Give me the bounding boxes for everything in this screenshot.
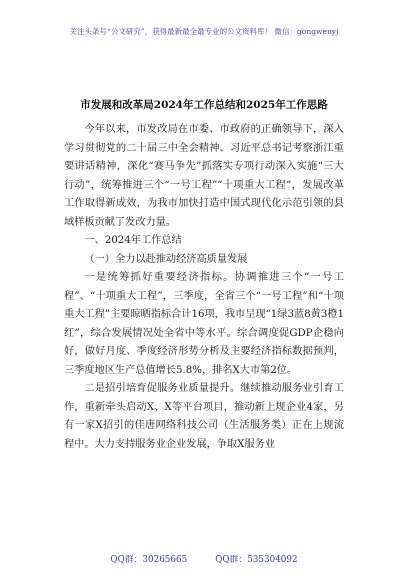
document-title: 市发展和改革局2024年工作总结和2025年工作思路	[80, 99, 328, 111]
paragraph-economic-indicators: 一是统筹抓好重要经济指标。协调推进三个“一号工程”、“十项重大工程”，三季度，全省三个“一号工程”和“十项重大工程”主要晾晒指标合计16项，我市呈现“1绿3蓝8黄3橙1红”，综合发展情况处全省中等水平。综合调度促GDP企稳向好，做好月度、季度经济形势分析及主要经济指标数据预判，三季度地区生产总值增长5.8%，排名X大市第2位。	[64, 272, 344, 376]
document-body	[64, 121, 344, 454]
footer-contact-bar	[0, 549, 408, 567]
qq-group-1: QQ群：30265665	[110, 554, 188, 565]
paragraph-service-industry: 二是招引培育促服务业质量提升。继续推动服务业引育工作，重新牵头启动X、X等平台项目，推动新上规企业4家，另有一家X招引的佳唐网络科技公司（生活服务类）正在上规流程中。大力支持服务业企业发展，争取X服务业	[64, 383, 344, 450]
paragraph-intro: 今年以来，市发改局在市委、市政府的正确领导下，深入学习贯彻党的二十届三中全会精神、习近平总书记考察浙江重要讲话精神，深化“赛马争先”抓落实专项行动深入实施“三大行动”，统筹推进三个“一号工程”“十项重大工程”，发展改革工作取得新成效，为我市加快打造中国式现代化示范引领的县域样板贡献了发改力量。	[64, 124, 344, 228]
qq-group-2: QQ群：535304092	[215, 554, 298, 565]
header-banner: 关注头条号“公文研究”，获得最新最全最专业的公文资料库！ 微信：gongwenyj	[69, 27, 339, 36]
subsection-heading: （一）全力以赴推动经济高质量发展	[84, 253, 248, 265]
section-heading: 一、2024年工作总结	[84, 235, 182, 246]
